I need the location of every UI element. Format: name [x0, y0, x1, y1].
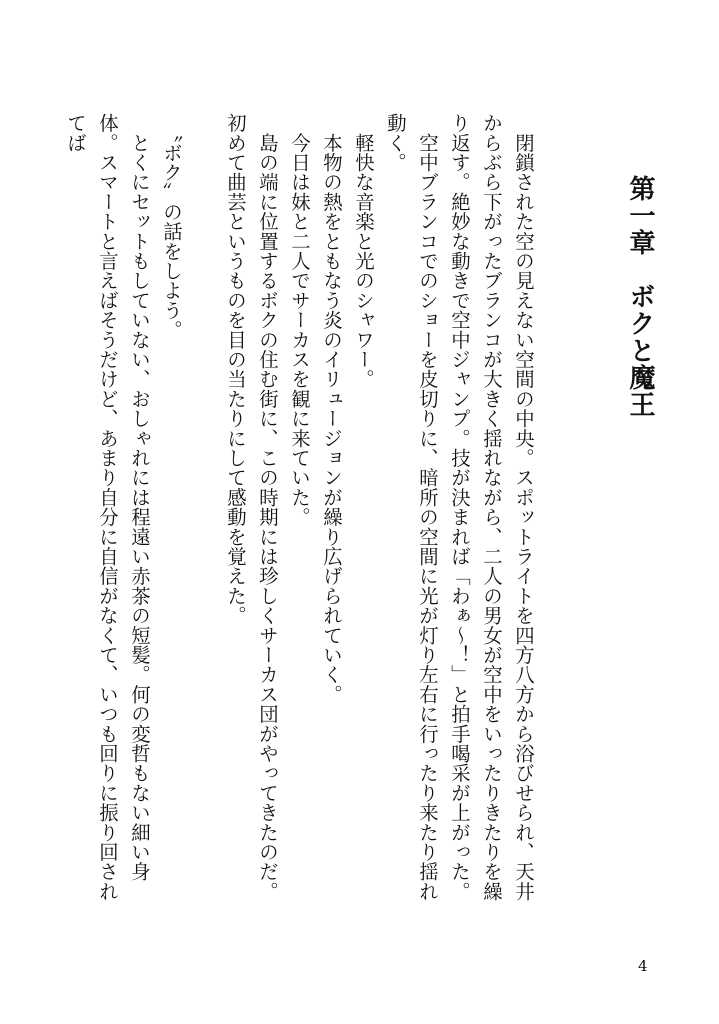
- paragraph-7: 〝ボク〟の話をしよう。: [160, 113, 183, 340]
- chapter-title: 第一章 ボクと魔王: [625, 175, 655, 418]
- paragraph-6: 島の端に位置するボクの住む街に、この時期には珍しくサーカス団がやってきたのだ。初めて曲芸というものを目の当たりにして感動を覚えた。: [224, 113, 279, 901]
- paragraph-4: 本物の熱をともなう炎のイリュージョンが繰り広げられていく。: [320, 113, 343, 704]
- paragraph-2: 空中ブランコでのショーを皮切りに、暗所の空間に光が灯り左右に行ったり来たり揺れ動く。: [384, 113, 439, 901]
- blank-line: [187, 113, 219, 913]
- paragraph-1: 閉鎖された空の見えない空間の中央。スポットライトを四方八方から浴びせられ、天井からぶら下がったブランコが大きく揺れながら、二人の男女が空中をいったりきたりを繰り返す。絶妙な動きで空中ジャンプ。技が決まれば「わぁ～！」と拍手喝采が上がった。: [448, 113, 535, 901]
- body-text: [59, 113, 539, 913]
- paragraph-5: 今日は妹と二人でサーカスを観に来ていた。: [288, 113, 311, 527]
- paragraph-8: とくにセットもしていない、おしゃれには程遠い赤茶の短髪。何の変哲もない細い身体。スマートと言えばそうだけど、あまり自分に自信がなくて、いつも回りに振り回されてば: [64, 113, 151, 901]
- page-number: 4: [638, 957, 648, 975]
- paragraph-3: 軽快な音楽と光のシャワー。: [352, 113, 375, 389]
